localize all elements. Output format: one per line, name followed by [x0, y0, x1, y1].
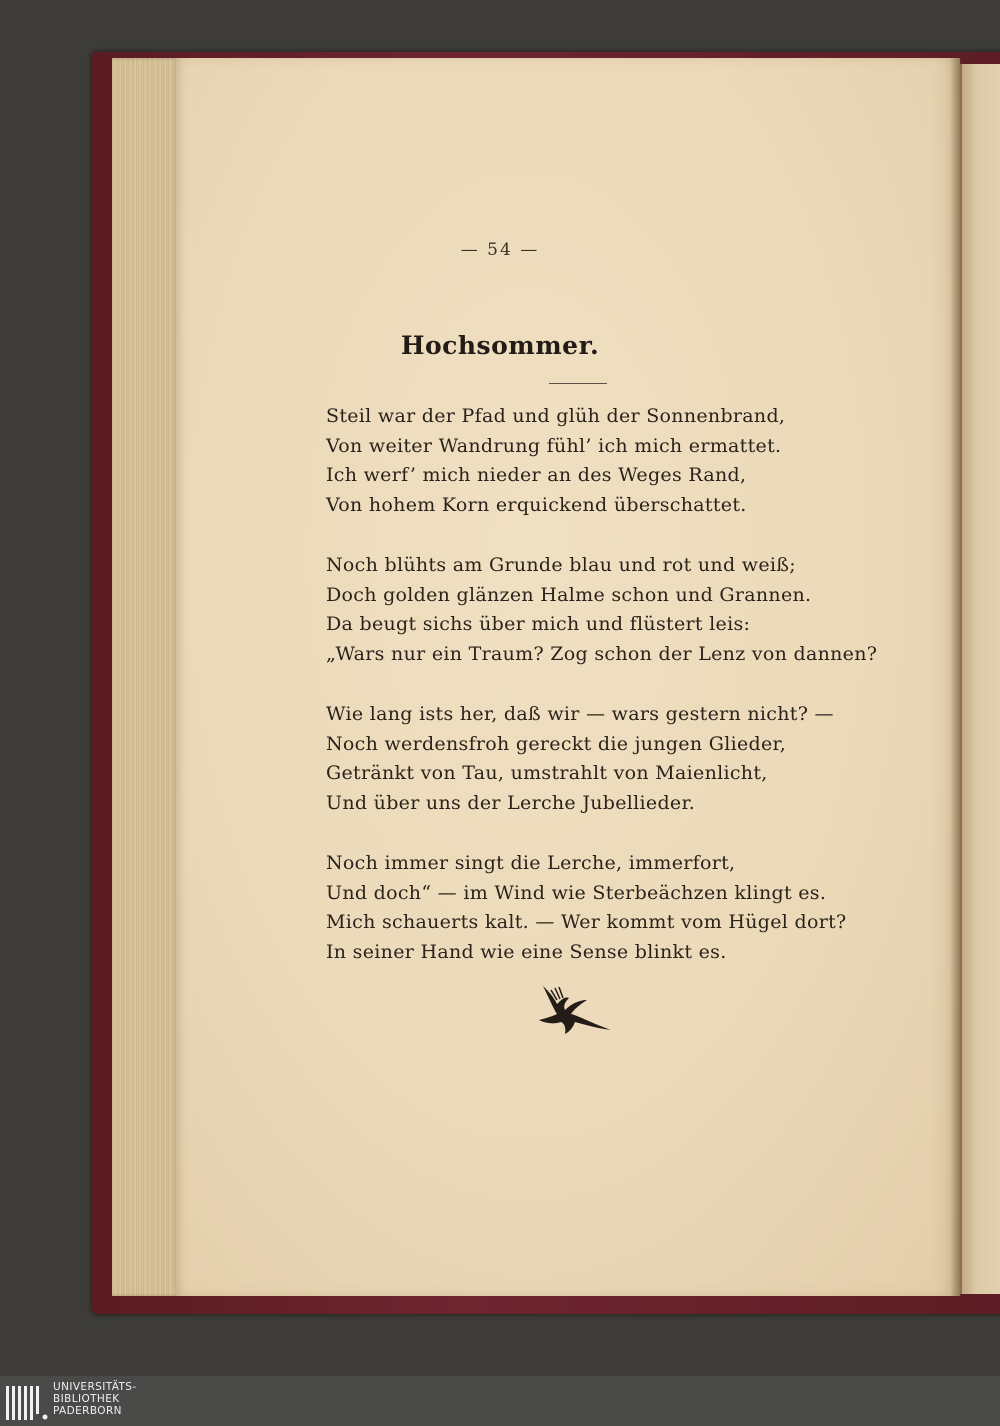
poem-line: Getränkt von Tau, umstrahlt von Maienlicht,: [326, 762, 768, 784]
poem-body: [326, 402, 886, 998]
poem-line: Steil war der Pfad und glüh der Sonnenbrand,: [326, 405, 786, 427]
library-name-line: UNIVERSITÄTS-: [53, 1381, 137, 1393]
poem-line: Noch werdensfroh gereckt die jungen Glieder,: [326, 732, 787, 755]
library-logo-icon: [4, 1380, 48, 1422]
poem-line: Und über uns der Lerche Jubellieder.: [326, 791, 696, 814]
library-name-line: BIBLIOTHEK: [53, 1393, 120, 1405]
stanza: [326, 849, 886, 967]
library-name: [53, 1381, 137, 1417]
poem-line: Noch blühts am Grunde blau und rot und weiß;: [326, 554, 796, 576]
poem-line: In seiner Hand wie eine Sense blinkt es.: [326, 940, 727, 963]
poem-line: Wie lang ists her, daß wir — wars gestern nicht? —: [326, 703, 834, 725]
poem-line: Von hohem Korn erquickend überschattet.: [326, 493, 747, 516]
poem-line: Ich werf’ mich nieder an des Weges Rand,: [326, 464, 747, 486]
library-name-line: PADERBORN: [53, 1405, 122, 1417]
poem-line: Noch immer singt die Lerche, immerfort,: [326, 852, 736, 874]
poem-line: Doch golden glänzen Halme schon und Grannen.: [326, 583, 812, 606]
stanza: [326, 551, 886, 669]
bird-ornament-icon: [535, 982, 615, 1042]
poem-line: Da beugt sichs über mich und flüstert leis:: [326, 613, 751, 635]
title-divider: [549, 383, 607, 384]
poem-line: „Wars nur ein Traum? Zog schon der Lenz von dannen?: [326, 642, 878, 665]
poem-line: Und doch“ — im Wind wie Sterbeächzen klingt es.: [326, 881, 827, 904]
page-number: — 54 —: [460, 240, 540, 260]
poem-line: Von weiter Wandrung fühl’ ich mich ermattet.: [326, 434, 782, 457]
stanza: [326, 700, 886, 818]
stanza: [326, 402, 886, 520]
poem-line: Mich schauerts kalt. — Wer kommt vom Hügel dort?: [326, 911, 847, 933]
library-footer: [0, 1376, 1000, 1426]
poem-title: Hochsommer.: [400, 331, 600, 360]
